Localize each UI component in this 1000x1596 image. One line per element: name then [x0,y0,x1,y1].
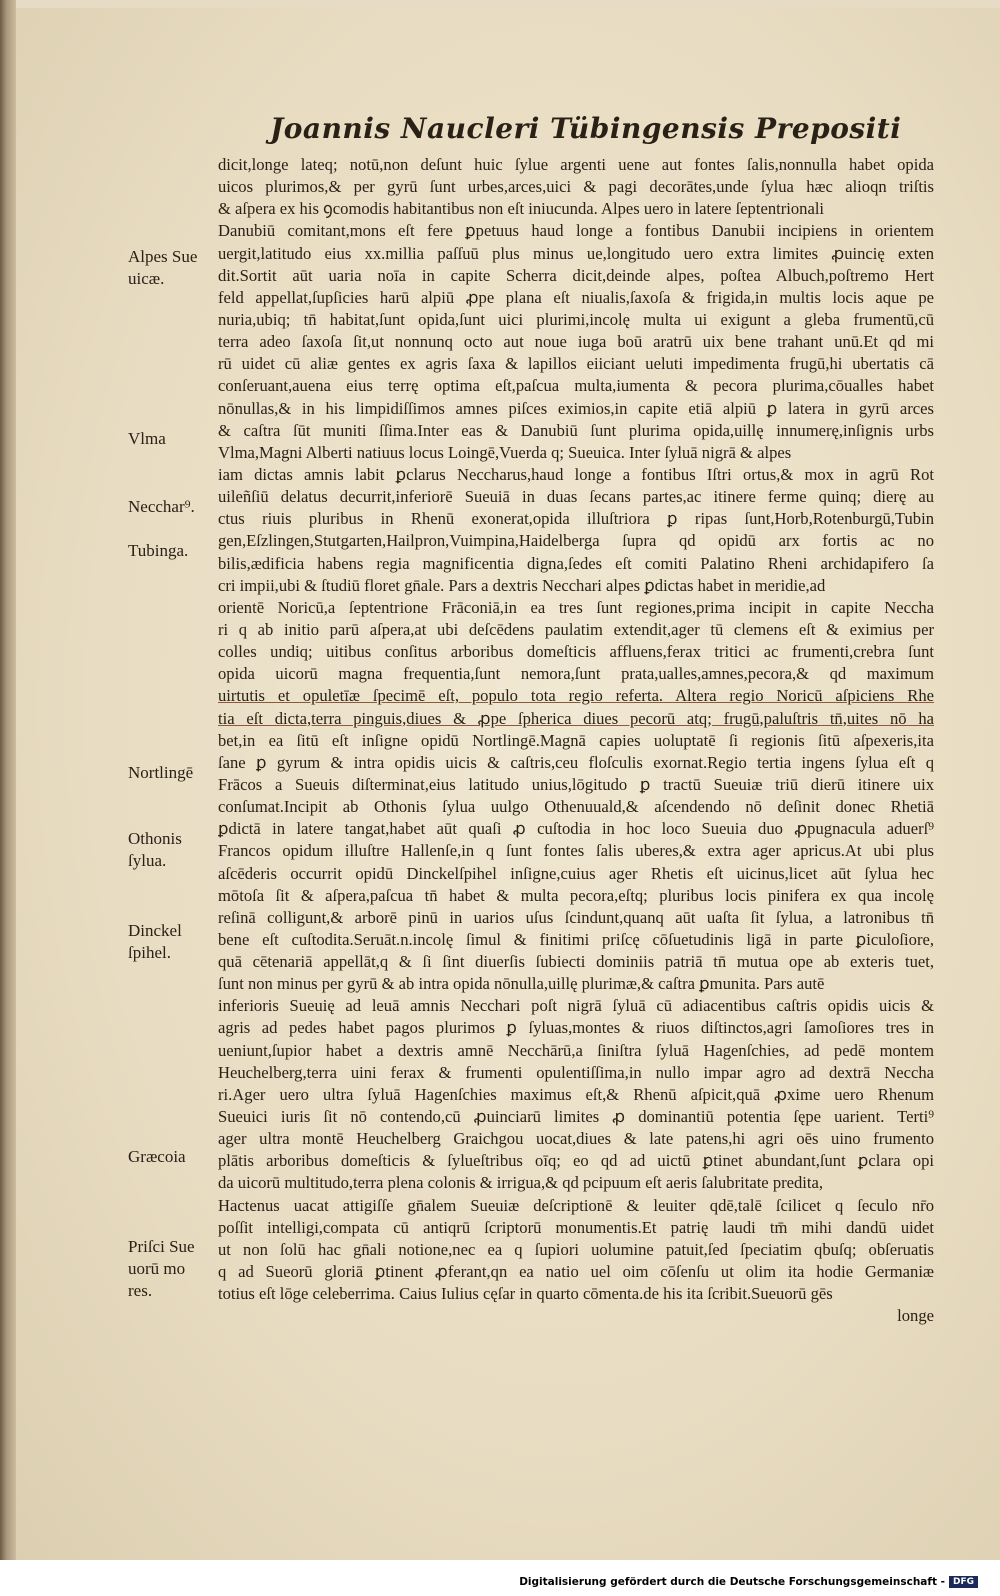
margin-note-line: Othonis [128,829,182,848]
text-line: uirtutis et opuletīæ ſpecimē eſt, populo tota regio referta. Altera regio Noricū aſpiciens Rhe [218,686,934,706]
text-line: uicos plurimos,& per gyrū ſunt urbes,arces,uici & pagi decorātes,unde ſylua hæc alioqn triſtis [218,177,934,197]
margin-note-dinckel [128,920,228,964]
text-line: tia eſt dicta,terra pinguis,diues & ꝓpe ſpherica diues pecorū atq; frugū,paluſtris tn̄,uites nō ha [218,708,934,728]
text-line: gen,Eſzlingen,Stutgarten,Hailpron,Vuimpina,Haidelberga ſupra qd opidū arx fortis ac no [218,531,934,551]
text-line: quā cētenariā appellāt,q & ſi ſint diuerſis ſubiecti dominiis patriā tn̄ mutua ope ab exteris tuet, [218,952,934,972]
text-line: nōnullas,& in his limpidiſſimos amnes piſces eximios,in capite etiā alpiū ꝑ latera in gyrū arces [218,398,934,418]
text-line: nuria,ubiq; tn̄ habitat,ſunt opida,ſunt uici plurimi,incolę multa ui exigunt a gleba frumentū,cū [218,309,934,329]
text-line: Danubiū comitant,mons eſt fere ꝑpetuus haud longe a fontibus Danubii incipiens in orientem [218,221,934,241]
text-line: aſcēderis occurrit opidū Dinckelſpihel inſigne,cuius ager Rhetis eſt uicinus,licet aūt ſylua hec [218,863,934,883]
text-line: rū uidet cū aliæ gentes ex agris ſaxa & lapillos eiiciant ueluti impedimenta frugū,hi ubertatis cā [218,354,934,374]
text-line: dicit,longe lateq; notū,non deſunt huic ſylue argenti uene aut fontes ſalis,nonnulla habet opida [218,155,934,174]
text-line: poſſit intelligi,compata cū antiqrū ſcriptorū monumentis.Et patrię laudi tm̄ mihi dandū uidet [218,1217,934,1237]
text-line: agris ad pedes habet pagos plurimos ꝑ ſyluas,montes & riuos diſtinctos,agri ſamoſiores tres in [218,1018,934,1038]
text-line: ager ultra montē Heuchelberg Graichgou uocat,diues & late patens,hi agri oēs uino frumento [218,1129,934,1149]
margin-note-line: res. [128,1281,153,1300]
text-line: Hactenus uacat attigiſſe gn̄alem Sueuiæ deſcriptionē & leuiter qdē,talē ſcilicet q ſeculo nr̄o [218,1195,934,1215]
margin-note-vlma [128,428,228,450]
text-line: feld appellat,ſupſicies harū alpiū ꝓpe plana eſt niualis,ſaxoſa & frigida,in multis locis aque pe [218,287,934,307]
text-line: ut non ſolū hac gn̄ali notione,nec ea q ſupiori uolumine patuit,ſed ſpeciatim qbuſq; obſeruatis [218,1239,934,1259]
text-line: ctus riuis pluribus in Rhenū exonerat,opida illuſtriora ꝑ ripas ſunt,Horb,Rotenburgū,Tubin [218,509,934,529]
margin-note-graecoia [128,1146,228,1168]
text-line: ri q ab initio parū aſpera,at ubi deſcēdens paulatim extendit,ager tū clemens eſt & eximius per [218,619,934,639]
text-line: uileñſiū delatus decurrit,inferiorē Sueuiā in duas ſecans partes,ac itinere ferme quinq; dierę au [218,487,934,507]
page-header: Joannis Naucleri Tübingensis Prepositi [270,112,902,145]
text-line: plātis arboribus domeſticis & ſylueſtribus oīq; eo qd ad uictū ꝑtinet abundant,ſunt ꝑclara opi [218,1151,934,1171]
margin-note-line: Dinckel [128,921,182,940]
text-line: longe [897,1306,934,1326]
text-line: Sueuici iuris ſit nō contendo,cū ꝓuinciarū limites ꝓ dominantiū potentia ſępe uarient. Terti⁹ [218,1107,934,1127]
text-line: q ad Sueorū gloriā ꝑtinent ꝓferant,qn ea natio uel oim cōſenſu ut olim ita hodie Germaniæ [218,1262,934,1282]
margin-note-line: ſpihel. [128,943,171,962]
text-line: inferioris Sueuię ad leuā amnis Necchari poſt nigrā ſyluā cū adiacentibus caſtris opidis uicis & [218,996,934,1016]
text-line: Heuchelberg,terra uini ferax & frumenti opulentiſſima,in nullo impar agro ad dextrā Neccha [218,1062,934,1082]
text-line: ri.Ager uero ultra ſyluā Hagenſchies maximus eſt,& Rhenū aſpicit,quā ꝓxime uero Rhenum [218,1084,934,1104]
text-line: colles undiq; uitibus conſitus arboribus domeſticis affluens,ferax tritici ac frumenti,crebra ſunt [218,642,934,662]
margin-note-line: Alpes Sue [128,247,198,266]
text-line: ſane ꝑ gyrum & intra opidis uicis & caſtris,ceu floſculis exornat.Regio tertia ingens ſylua eſt q [218,752,934,772]
margin-note-line: Necchar⁹. [128,497,195,516]
text-line: reſinā colligunt,& arborē pinū in uarios uſus ſcindunt,quanq aūt uaſta ſit ſylua, a latronibus tn̄ [218,907,934,927]
text-line: uergit,latitudo eius xx.millia paſſuū plus minus ue,longitudo uero extra limites ꝓuincię exten [218,243,934,263]
margin-note-line: uorū mo [128,1259,186,1278]
text-line: totius eſt lōge celeberrima. Caius Iulius cęſar in quarto cōmenta.de his ita ſcribit.Sueuorū gēs [218,1284,833,1304]
margin-note-nortlinge [128,762,228,784]
footer-text: Digitalisierung gefördert durch die Deutsche Forschungsgemeinschaft - [519,1576,945,1588]
dfg-logo: DFG [949,1576,978,1588]
text-line: iam dictas amnis labit ꝑclarus Neccharus,haud longe a fontibus Iſtri ortus,& mox in agrū Rot [218,464,934,484]
text-line: conſumat.Incipit ab Othonis ſylua uulgo Othenuuald,& aſcendendo nō deſinit donec Rhetiā [218,797,934,817]
book-spine [0,0,16,1560]
body-text [218,154,934,1327]
text-line: bene eſt cuſtodita.Seruāt.n.incolę ſimul & finitimi priſcę cōſuetudinis ligā in parte ꝑiculoſiore, [218,929,934,949]
text-line: bilis,ædificia habens regia magnificentia digna,ſedes eſt comiti Palatino Rheni archidapifero ſa [218,553,934,573]
margin-note-line: Nortlingē [128,763,194,782]
margin-note-prisci [128,1236,228,1302]
text-line: orientē Noricū,a ſeptentrione Frāconiā,in ea tres ſunt regiones,prima incipit in capite Neccha [218,597,934,617]
margin-note-line: Tubinga. [128,541,189,560]
margin-note-line: Græcoia [128,1147,186,1166]
text-line: ſunt non minus per gyrū & ab intra opida nōnulla,uillę plurimæ,& caſtra ꝑmunita. Pars autē [218,974,825,994]
text-line: & caſtra ſūt muniti ſſima.Inter eas & Danubiū ſunt plurima opida,uillę innumerę,inſignis urbs [218,420,934,440]
text-line: ueniunt,ſupior habet a dextris amnē Necchārū,a ſiniſtra ſyluā Hagenſchies, ad pedē montem [218,1040,934,1060]
text-line: da uicorū multitudo,terra plena colonis & irrigua,& qd pcipuum eſt aeris ſalubritate predita, [218,1173,824,1193]
margin-note-tubinga [128,540,228,562]
margin-note-line: uicæ. [128,269,165,288]
text-line: Francos opidum illuſtre Hallenſe,in q ſunt fontes ſalis uberes,& extra ager apricus.At ubi plus [218,841,934,861]
text-line: mōtoſa ſit & aſpera,paſcua tn̄ habet & multa pecora,eſtq; pluribus locis pinifera ex qua incolę [218,885,934,905]
text-line: opida uicorū magna frequentia,ſunt nemora,ſunt prata,ualles,amnes,pecora,& qd maximum [218,664,934,684]
text-line: ꝑdictā in latere tangat,habet aūt quaſi ꝓ cuſtodia in hoc loco Sueuia duo ꝓpugnacula aduerſ⁹ [218,819,934,839]
margin-note-alpes [128,246,228,290]
footer-credit [519,1576,978,1588]
text-line: cri impii,ubi & ſtudiū floret gn̄ale. Pars a dextris Necchari alpes ꝑdictas habet in meridie,ad [218,575,826,595]
margin-note-line: Priſci Sue [128,1237,195,1256]
margin-note-necchar [128,496,228,518]
text-line: dit.Sortit aūt uaria noīa in capite Scherra dicit,deinde alpes, poſtea Albuch,poſtremo Hert [218,265,934,285]
text-line: Vlma,Magni Alberti natiuus locus Loingē,Vuerda q; Sueuica. Inter ſyluā nigrā & alpes [218,442,792,462]
text-line: Frācos a Sueuis diſterminat,eius latitudo unius,lōgitudo ꝑ tractū Sueuiæ triū dierū itinere uix [218,774,934,794]
text-line: & aſpera ex his ꝯcomodis habitantibus non eſt iniucunda. Alpes uero in latere ſeptentrionali [218,199,825,219]
text-line: conſeruant,auena eius terrę optima eſt,paſcua multa,iumenta & pecora plurima,cōualles habet [218,376,934,396]
margin-note-line: Vlma [128,429,166,448]
margin-note-othonis [128,828,228,872]
text-line: terra adeo ſaxoſa ſit,ut nonnunq octo aut noue iuga boū aratrū uix bene trahant unū.Et qd mi [218,332,934,352]
text-line: bet,in ea ſitū eſt inſigne opidū Nortlingē.Magnā capies uoluptatē ſi regionis ſitū aſpexeris,ita [218,730,934,750]
margin-note-line: ſylua. [128,851,167,870]
